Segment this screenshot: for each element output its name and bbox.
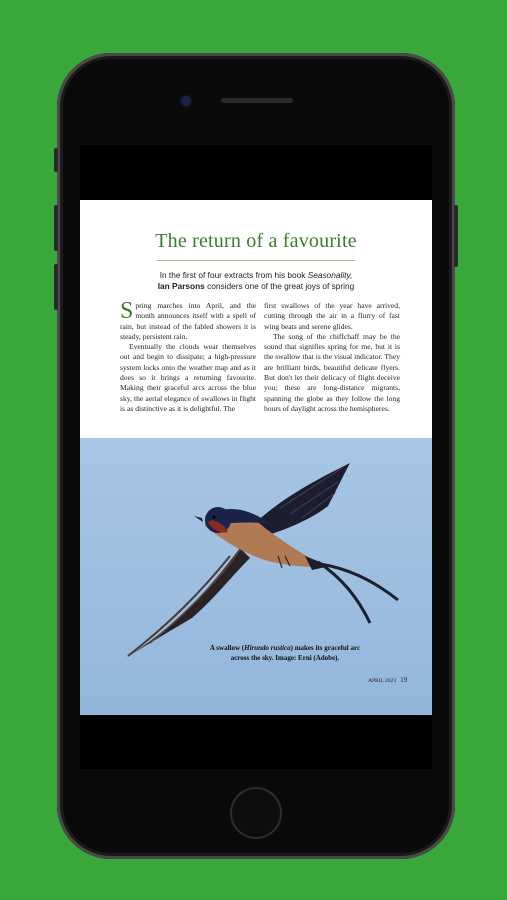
article-standfirst: In the first of four extracts from his book Seasonality, Ian Parsons considers one of the great joys of spring — [157, 270, 355, 291]
power-button[interactable] — [454, 205, 458, 267]
photo-caption: A swallow (Hirundo rustica) makes its graceful arc across the sky. Image: Erni (Adobe). — [209, 644, 361, 662]
drop-cap: S — [120, 298, 134, 324]
magazine-page[interactable] — [80, 200, 432, 715]
article-column-1: Spring marches into April, and the month announces itself with a spell of rain, but instead of the fabled showers it is steady, persistent rain. Eventually the clouds wear themselves out and begin to dissipate; a high-pressure system locks onto the weather map and as it does so it brings a returning favourite. Making their graceful arcs across the blue sky, the aerial elegance of swallows in flight is as distinctive as it is delightful. The — [120, 298, 256, 413]
volume-up-button[interactable] — [54, 205, 58, 251]
home-button[interactable] — [230, 787, 282, 839]
article-title: The return of a favourite — [155, 230, 357, 252]
earpiece-speaker — [221, 98, 293, 103]
volume-down-button[interactable] — [54, 264, 58, 310]
author-name: Ian Parsons — [157, 281, 205, 291]
mute-switch[interactable] — [54, 148, 58, 172]
swallow-bird-illustration — [80, 438, 432, 715]
article-column-2: first swallows of the year have arrived, cutting through the air in a flurry of fast wing beats and serene glides. The song of the chiffchaff may be the sound that signifies spring for me, but it is the swallow that is the visual indicator. They are brilliant birds, beautiful delicate flyers. But don't let their delicacy of flight deceive you; these are long-distance migrants, spanning the globe as they follow the long hours of daylight across the hemispheres. — [264, 301, 400, 413]
swallow-photo — [80, 438, 432, 715]
phone-screen[interactable] — [80, 145, 432, 769]
title-divider — [157, 260, 355, 261]
page-folio: APRIL 2023 19 — [368, 676, 408, 684]
front-camera — [181, 96, 191, 106]
